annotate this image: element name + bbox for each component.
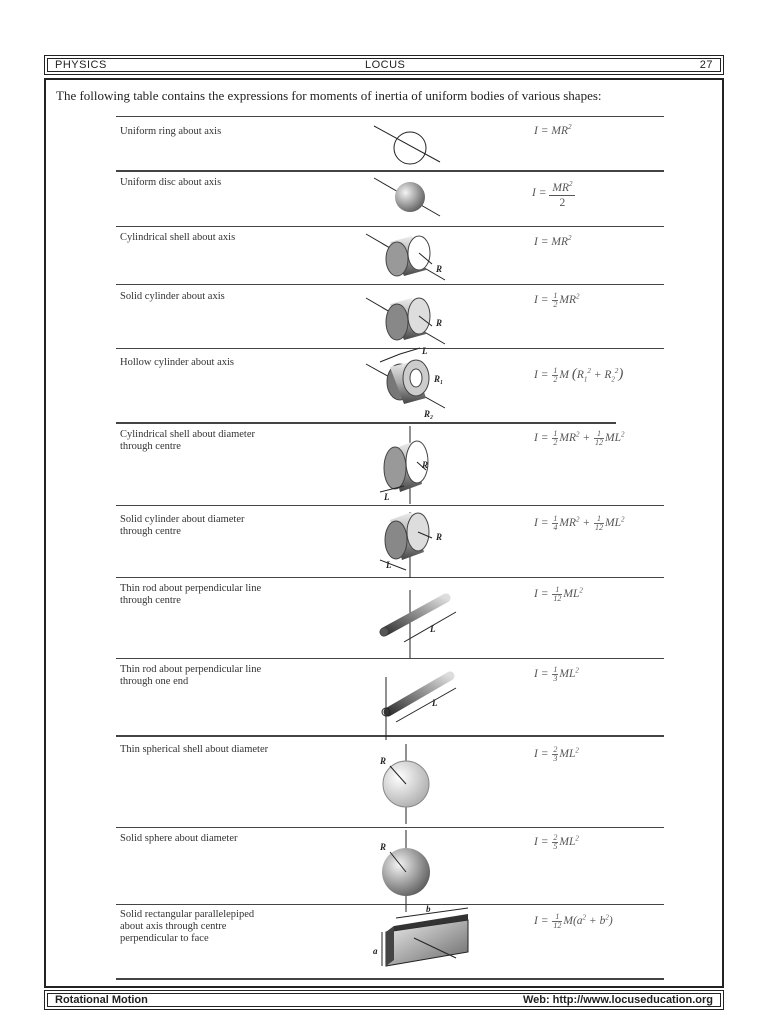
row-label-rod-centre: Thin rod about perpendicular line through centre [120, 583, 262, 606]
formula-spherical-shell: I = $\frac{2}{3}$ $ML^2$ [534, 745, 579, 763]
formula-solid-cyl-axis: I = $\frac{1}{2}$ $MR^2$ [534, 291, 580, 309]
subject-label: PHYSICS [55, 59, 107, 71]
intro-text: The following table contains the expressions for moments of inertia of uniform bodies of various shapes: [56, 88, 602, 103]
hollow-cylinder-axis-icon [366, 346, 445, 419]
svg-text:R: R [422, 460, 429, 470]
svg-text:R: R [436, 264, 443, 274]
rod-centre-icon [380, 590, 456, 658]
svg-text:R₂: R₂ [424, 409, 434, 419]
rod-end-icon [382, 676, 456, 740]
formula-cyl-shell-axis: $I = MR^2$ [534, 234, 572, 248]
website-label: Web: http://www.locuseducation.org [522, 994, 713, 1006]
page-footer [44, 990, 724, 1010]
svg-text:a: a [373, 946, 378, 956]
page-header [44, 55, 724, 75]
cylindrical-shell-axis-icon [366, 234, 445, 280]
formula-solid-cyl-diam: I = $\frac{1}{4}$ $MR^2$ + $\frac{1}{12}$ $ML^2$ [534, 514, 625, 532]
formula-cyl-shell-diam: I = $\frac{1}{2}$ $MR^2$ + $\frac{1}{12}$ $ML^2$ [534, 429, 625, 447]
row-label-spherical-shell: Thin spherical shell about diameter [120, 744, 269, 755]
page-number: 27 [699, 59, 713, 71]
row-label-cyl-shell-axis: Cylindrical shell about axis [120, 232, 236, 243]
cylindrical-shell-diameter-icon [380, 426, 428, 504]
formula-disc: I = $\frac{MR^2}{2}$ [532, 177, 575, 210]
svg-text:b: b [426, 904, 431, 914]
svg-text:L: L [386, 560, 392, 570]
row-label-solid-sphere: Solid sphere about diameter [120, 833, 238, 844]
solid-sphere-icon [379, 830, 430, 912]
row-label-ring: Uniform ring about axis [120, 126, 222, 137]
row-label-cyl-shell-diam: Cylindrical shell about diameter through centre [120, 429, 256, 452]
formula-hollow-cyl: I = $\frac{1}{2}$ M $(R_1^2 + R_2^2)$ [534, 365, 624, 384]
svg-text:R₁: R₁ [434, 374, 444, 384]
row-label-solid-cyl-diam: Solid cylinder about diameter through centre [120, 514, 245, 537]
svg-text:R: R [436, 318, 443, 328]
formula-solid-sphere: I = $\frac{2}{5}$ $ML^2$ [534, 833, 579, 851]
figures-column [360, 112, 470, 982]
row-label-hollow-cyl: Hollow cylinder about axis [120, 357, 235, 368]
solid-cylinder-diameter-icon [380, 512, 442, 578]
ring-about-axis-icon [374, 126, 440, 164]
svg-text:R: R [380, 756, 387, 766]
row-label-rod-end: Thin rod about perpendicular line through one end [120, 664, 262, 687]
svg-text:L: L [430, 624, 436, 634]
chapter-label: Rotational Motion [55, 994, 148, 1006]
brand-label: LOCUS [365, 59, 406, 71]
svg-text:R: R [436, 532, 443, 542]
row-label-parallelepiped: Solid rectangular parallelepiped about axis through centre perpendicular to face [120, 909, 255, 944]
svg-text:L: L [384, 492, 390, 502]
row-label-solid-cyl-axis: Solid cylinder about axis [120, 291, 225, 302]
svg-text:R: R [380, 842, 387, 852]
svg-text:L: L [432, 698, 438, 708]
formula-ring: $I = MR^2$ [534, 123, 572, 137]
formula-parallelepiped: I = $\frac{1}{12}$ $M(a^2 + b^2)$ [534, 912, 613, 930]
solid-cylinder-axis-icon [366, 298, 445, 344]
formula-rod-end: I = $\frac{1}{3}$ $ML^2$ [534, 665, 579, 683]
spherical-shell-icon [379, 744, 429, 824]
disc-about-axis-icon [374, 178, 440, 216]
formula-rod-centre: I = $\frac{1}{12}$ $ML^2$ [534, 585, 583, 603]
parallelepiped-icon [373, 904, 468, 966]
svg-text:L: L [422, 346, 428, 356]
row-label-disc: Uniform disc about axis [120, 177, 222, 188]
